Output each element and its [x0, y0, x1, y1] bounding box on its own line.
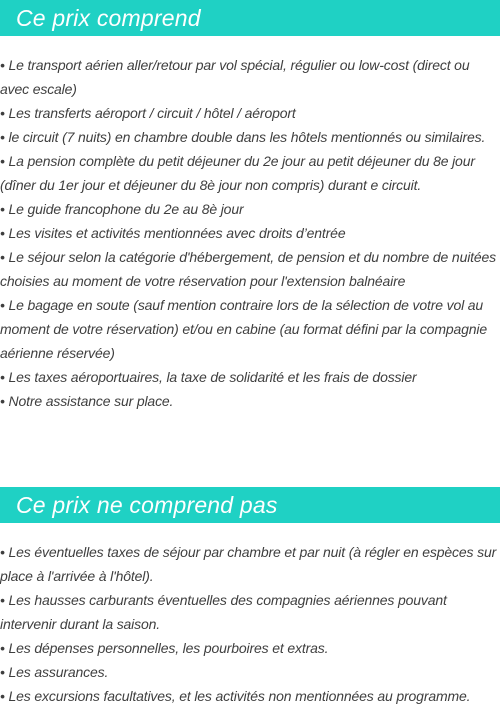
list-item: • Les assurances.	[0, 664, 109, 680]
list-item: • Les éventuelles taxes de séjour par chambre et par nuit (à régler en espèces sur place à l'arrivée à l'hôtel).	[0, 544, 497, 584]
list-item: • Les dépenses personnelles, les pourboires et extras.	[0, 640, 329, 656]
list-item: • Les taxes aéroportuaires, la taxe de solidarité et les frais de dossier	[0, 369, 417, 385]
list-item: • Les transferts aéroport / circuit / hôtel / aéroport	[0, 105, 296, 121]
list-item: • La pension complète du petit déjeuner du 2e jour au petit déjeuner du 8e jour (dîner du 1er jour et déjeuner du 8è jour non compris) durant e circuit.	[0, 153, 475, 193]
included-items-list	[0, 53, 500, 413]
list-item: • Le transport aérien aller/retour par vol spécial, régulier ou low-cost (direct ou avec escale)	[0, 57, 470, 97]
list-item: • Les visites et activités mentionnées avec droits d’entrée	[0, 225, 346, 241]
list-item: • Le guide francophone du 2e au 8è jour	[0, 201, 244, 217]
list-item: • Le séjour selon la catégorie d'hébergement, de pension et du nombre de nuitées choisies au moment de votre réservation pour l'extension balnéaire	[0, 249, 497, 289]
section-title-excludes: Ce prix ne comprend pas	[16, 492, 278, 518]
list-item: • Le bagage en soute (sauf mention contraire lors de la sélection de votre vol au moment de votre réservation) et/ou en cabine (au format défini par la compagnie aérienne réservée)	[0, 297, 487, 361]
list-item: • le circuit (7 nuits) en chambre double dans les hôtels mentionnés ou similaires.	[0, 129, 486, 145]
section-header-includes	[0, 0, 500, 36]
section-header-excludes	[0, 487, 500, 523]
list-item: • Notre assistance sur place.	[0, 393, 174, 409]
excluded-items-list	[0, 540, 500, 708]
list-item: • Les excursions facultatives, et les activités non mentionnées au programme.	[0, 688, 471, 704]
list-item: • Les hausses carburants éventuelles des compagnies aériennes pouvant intervenir durant la saison.	[0, 592, 447, 632]
section-title-includes: Ce prix comprend	[16, 5, 201, 31]
